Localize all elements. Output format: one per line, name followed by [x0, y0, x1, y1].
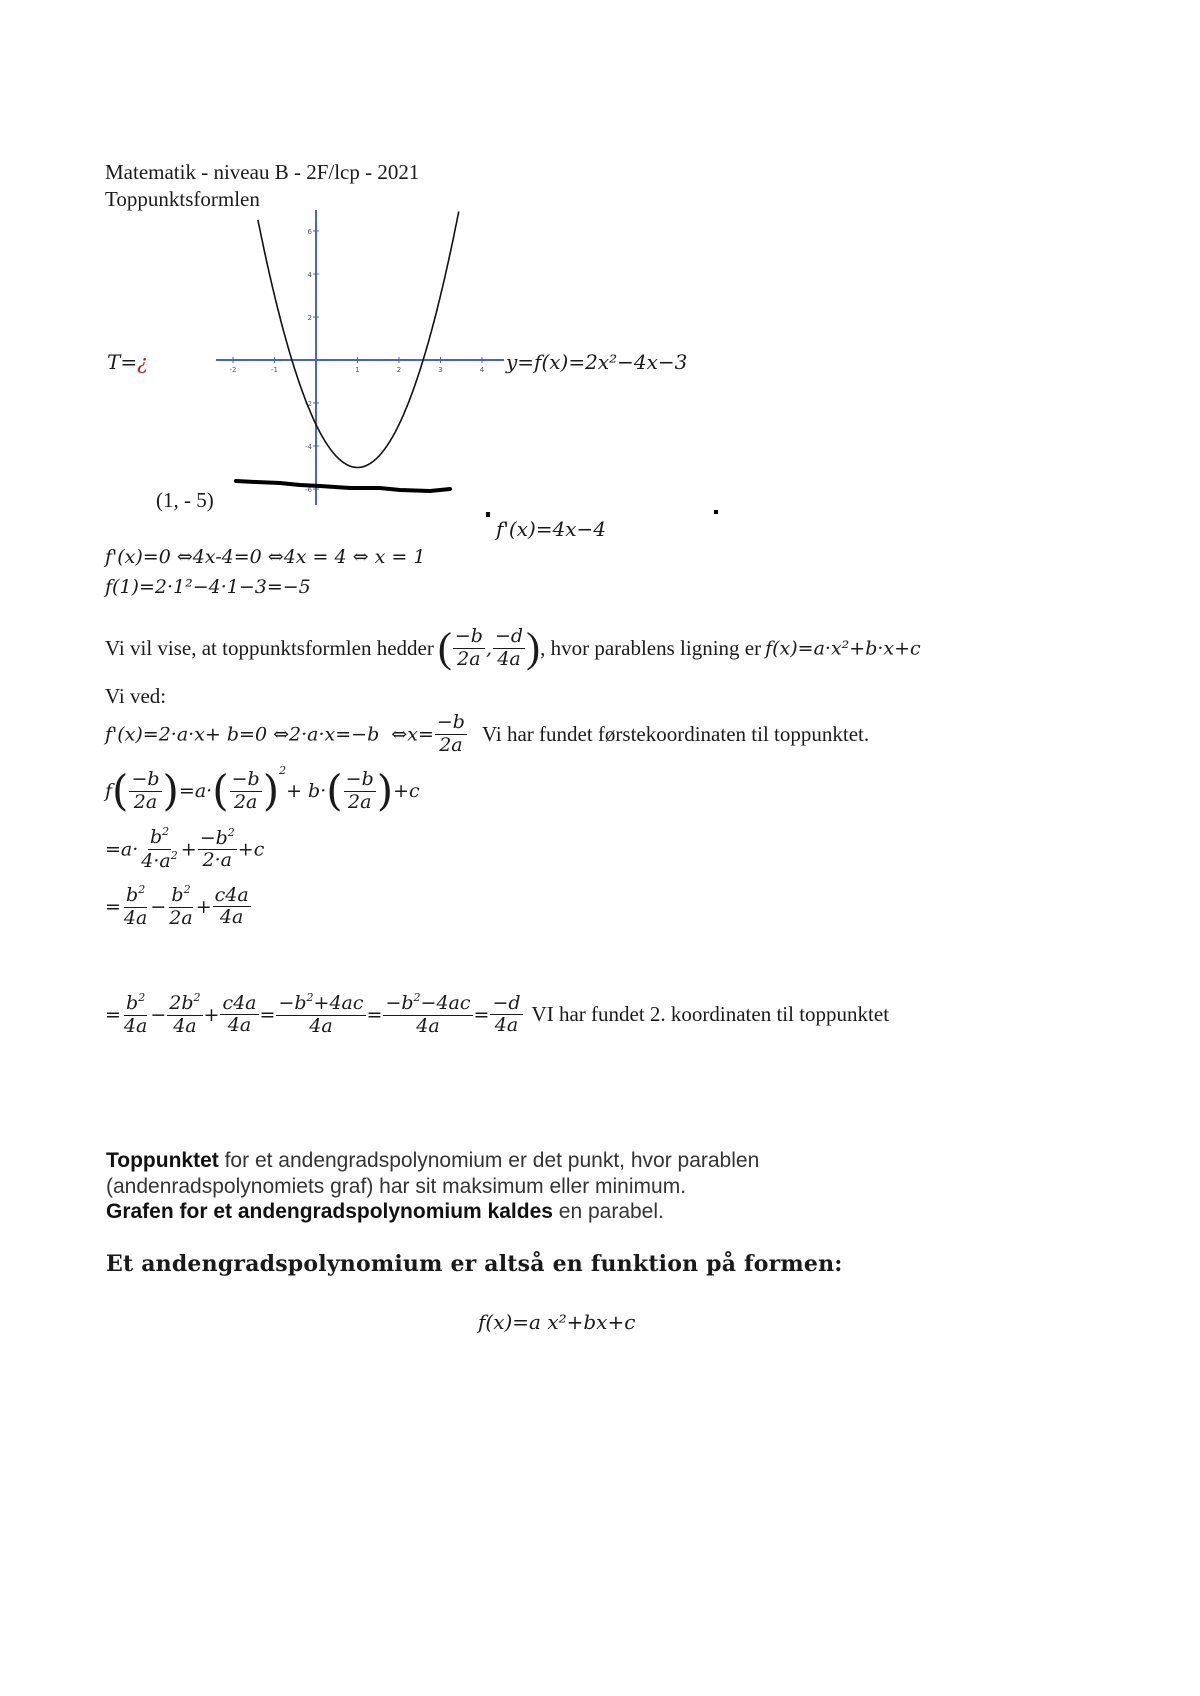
y-tick-label: -6	[305, 486, 312, 494]
general-form-equation: f(x)=a x²+bx+c	[478, 1310, 636, 1334]
course-line: Matematik - niveau B - 2F/lcp - 2021	[105, 160, 420, 184]
x-tick-label: -2	[229, 366, 237, 374]
claim-equation: f(x)=a·x²+b·x+c	[765, 637, 921, 660]
y-tick-label: 4	[307, 271, 312, 279]
claim-prefix: Vi vil vise, at toppunktsformlen hedder	[105, 635, 434, 660]
derivative-label: f'(x)=4x−4	[496, 517, 607, 541]
term-grafen: Grafen for et andengradspolynomium kaldes	[106, 1200, 553, 1224]
expansion-step-2: = $\frac{b^2}{4a}$ − $\frac{b^2}{2a}$ + $\frac{c4a}{4a}$	[105, 883, 249, 929]
x-tick-label: 1	[355, 366, 360, 374]
tangent-line-scribble	[236, 481, 450, 491]
first-coord-note: Vi har fundet førstekoordinaten til toppunktet.	[481, 721, 870, 746]
second-coord-note: VI har fundet 2. koordinaten til toppunktet	[531, 1002, 890, 1027]
t-value: ¿	[137, 350, 148, 374]
expansion-step-1: =a· $\frac{b^2}{4\cdot a^2}$ + $\frac{-b^2}{2\cdot a}$ +c	[105, 825, 265, 872]
fraction: $\frac{-d}{4a}$	[494, 625, 524, 670]
t-label-text: T=	[107, 350, 138, 374]
derivative-equation: f'(x)=0 ⇔4x-4=0 ⇔4x = 4 ⇔ x = 1	[105, 546, 426, 568]
vertex-value-equation: f(1)=2·1²−4·1−3=−5	[105, 576, 311, 598]
fraction: $\frac{-b}{2a}$	[454, 625, 483, 670]
vertex-label: (1, - 5)	[156, 488, 214, 512]
section-heading: Et andengradspolynomium er altså en funktion på formen:	[106, 1251, 843, 1277]
definition-block	[106, 1148, 866, 1225]
claim-line: Vi vil vise, at toppunktsformlen hedder ( $\frac{-b}{2a}$ , $\frac{-d}{4a}$ ), hvor parablens ligning er f(x)=a·x²+b·x+c	[105, 625, 921, 672]
y-tick-label: -2	[305, 400, 312, 408]
vertex-substitution: f( $\frac{-b}{2a}$ )=a·( $\frac{-b}{2a}$ )$^2$+ b·( $\frac{-b}{2a}$ )+c	[105, 764, 420, 815]
x-tick-label: 2	[396, 366, 402, 374]
definition-text-1: for et andengradspolynomium er det punkt, hvor parablen (andenradspolynomiets graf) har sit maksimum eller minimum.	[106, 1149, 760, 1198]
y-tick-label: 2	[307, 314, 312, 322]
function-label: y=f(x)=2x²−4x−3	[506, 350, 688, 374]
y-tick-label: -4	[305, 443, 312, 451]
definition-text-2: en parabel.	[552, 1200, 664, 1224]
parabola-curve	[258, 212, 459, 468]
y-tick-label: 6	[307, 228, 312, 236]
dot-mark	[486, 512, 490, 517]
x-tick-label: -1	[271, 366, 278, 374]
paren-open: (	[437, 625, 452, 672]
first-coordinate-derivation: f'(x)=2·a·x+ b=0 ⇔2·a·x=−b ⇔x= $\frac{-b}{2a}$ Vi har fundet førstekoordinaten til toppunktet.	[105, 711, 870, 756]
topic-line: Toppunktsformlen	[105, 187, 260, 211]
expansion-step-3: = $\frac{b^2}{4a}$ − $\frac{2b^2}{4a}$ + $\frac{c4a}{4a}$ = $\frac{-b^2+4ac}{4a}$ = $\frac{-b^2-4ac}{4a}$ = $\frac{-d}{4a}$ VI har fundet 2. koordinaten til toppunktet	[105, 991, 890, 1037]
we-know-label: Vi ved:	[105, 684, 167, 708]
term-toppunktet: Toppunktet	[106, 1149, 219, 1172]
claim-middle: , hvor parablens ligning er	[540, 635, 762, 660]
paren-close: )	[526, 625, 541, 672]
fraction: $\frac{-b}{2a}$	[436, 711, 465, 756]
dot-mark	[714, 510, 718, 514]
x-tick-label: 4	[479, 366, 485, 374]
x-tick-label: 3	[438, 366, 443, 374]
